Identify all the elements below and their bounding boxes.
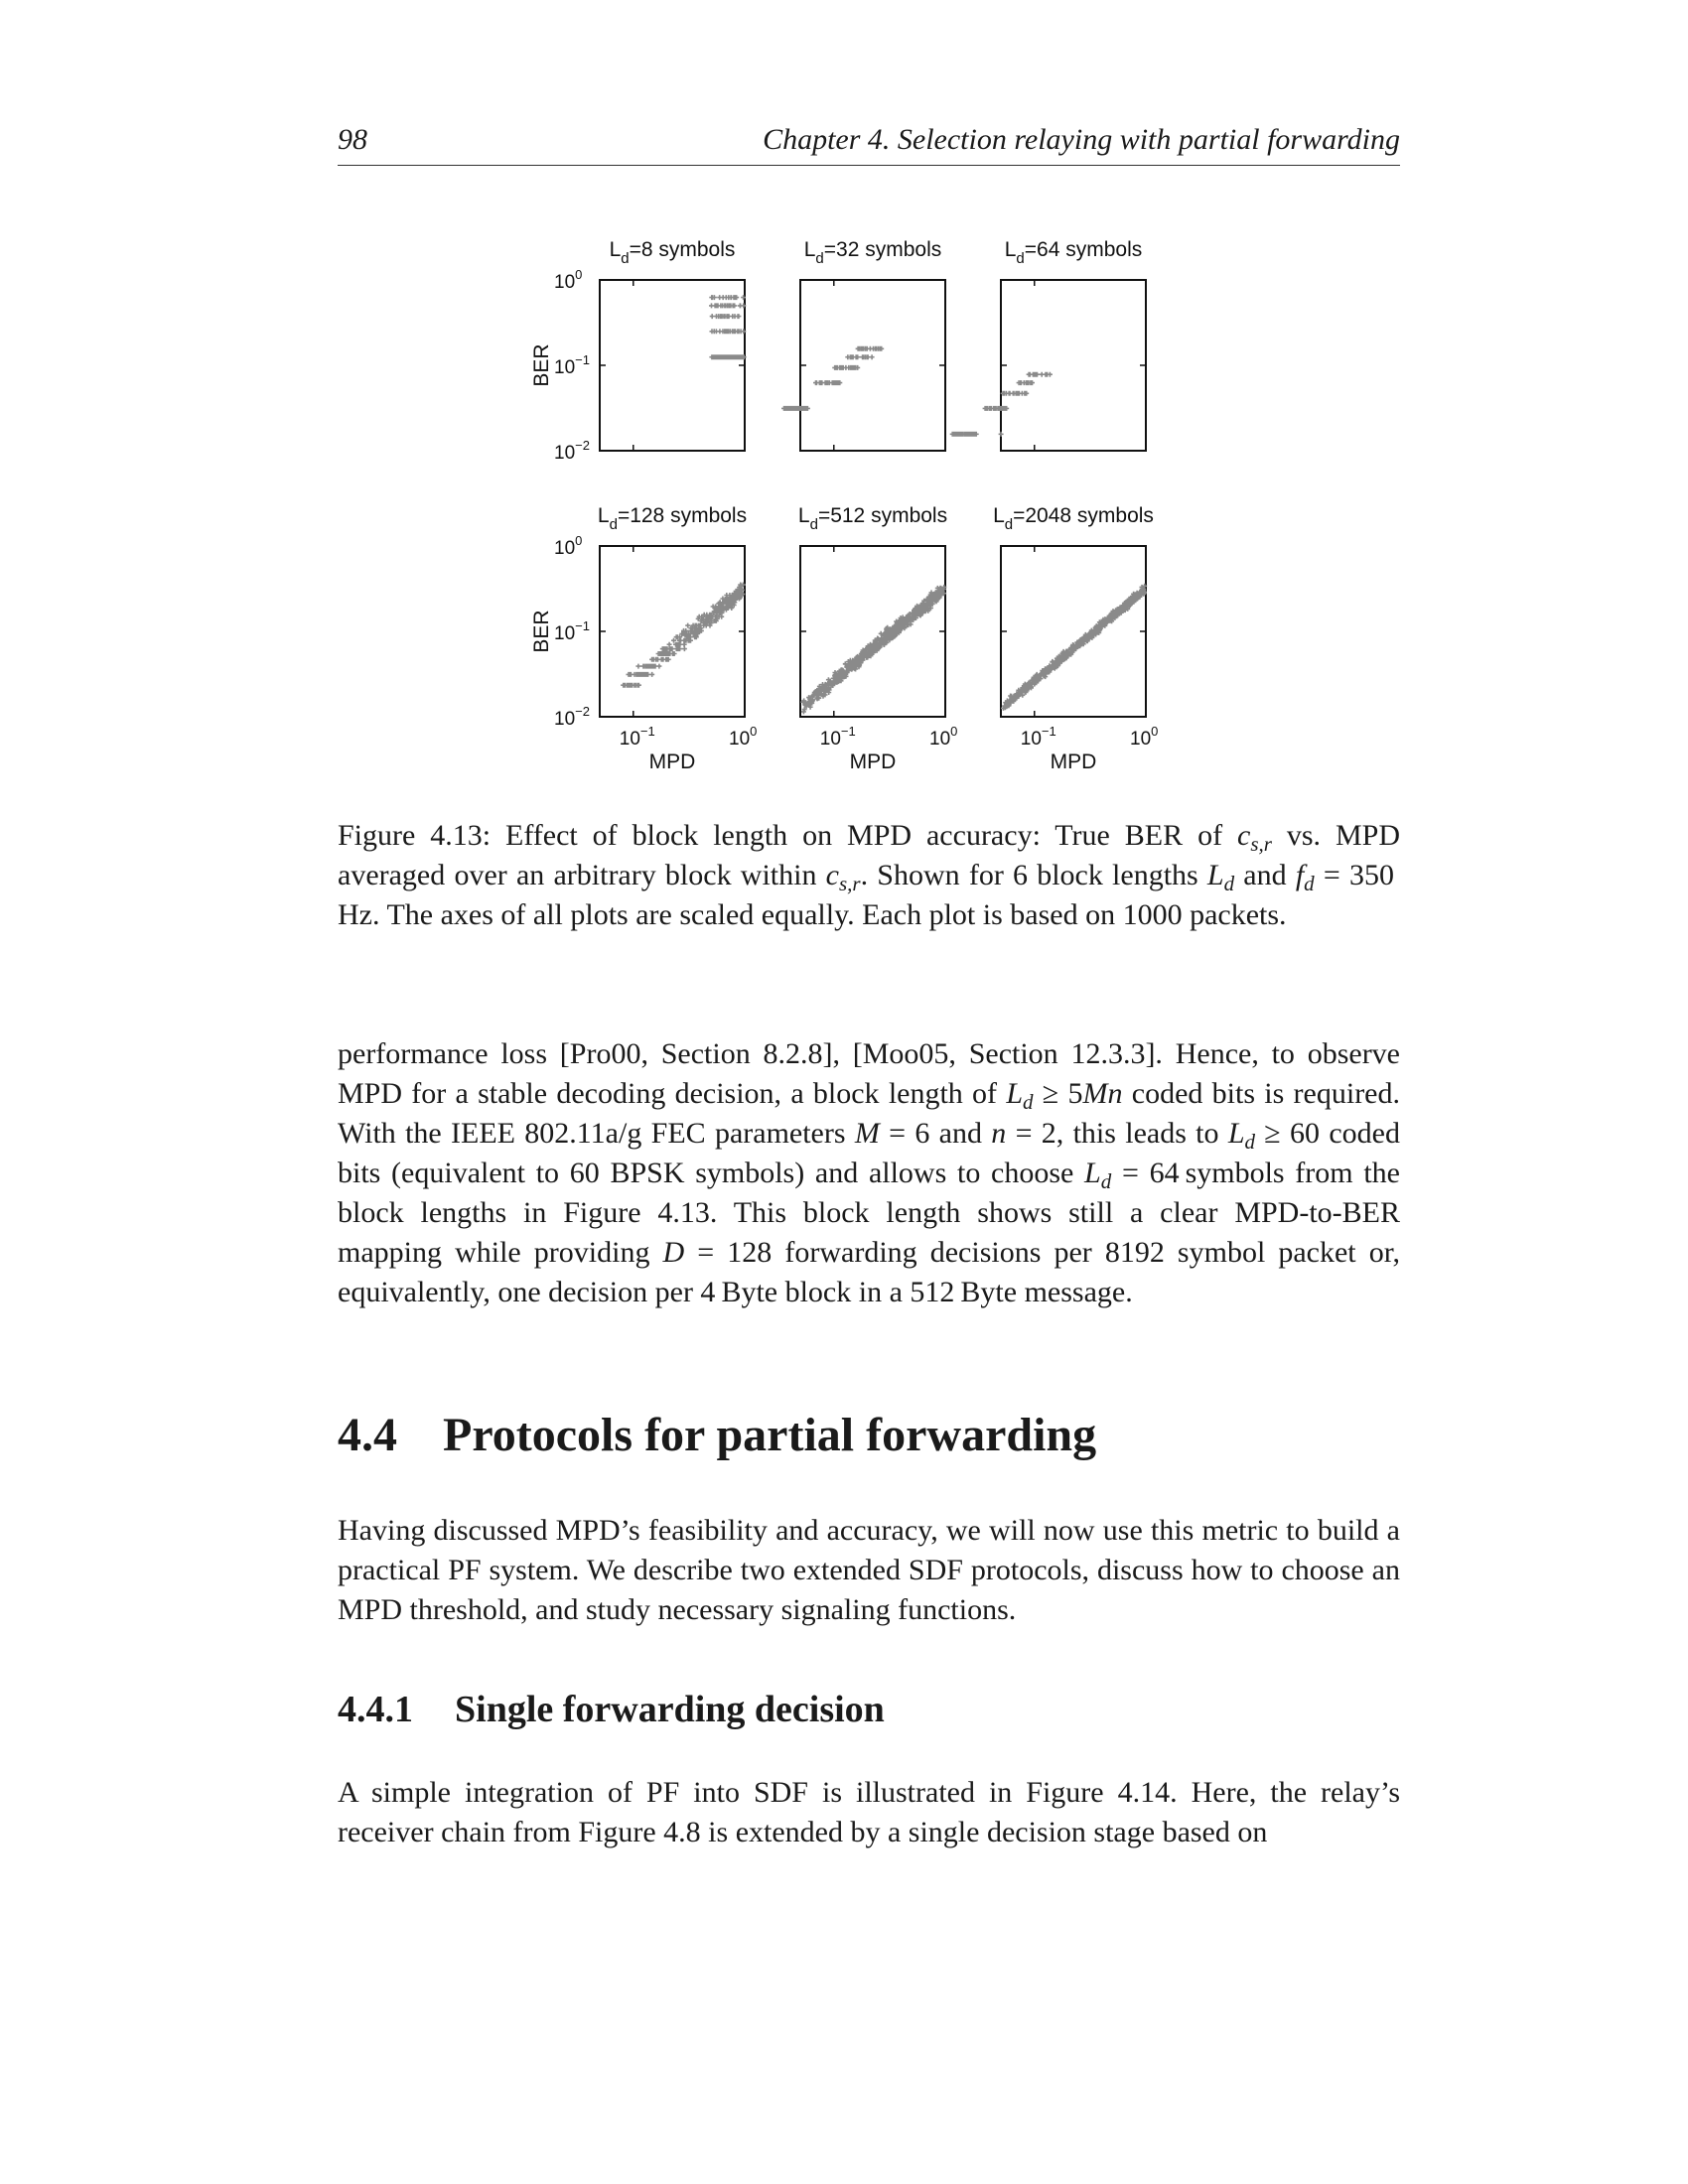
subsection-number: 4.4.1: [338, 1689, 413, 1730]
p1-text-6: ≥ 60 coded bits (equivalent to 60 BPSK symbols) and allows to choose: [338, 1117, 1400, 1189]
plot-frame: [800, 280, 945, 451]
p1-sub-d-3: d: [1100, 1169, 1112, 1193]
p1-sub-d-2: d: [1244, 1130, 1255, 1154]
section-heading-4-4: [338, 1408, 1096, 1462]
caption-text-3: . Shown for 6 block lengths: [860, 859, 1207, 891]
chart-panel-64: [950, 238, 1146, 451]
caption-text-4: and: [1234, 859, 1296, 891]
y-tick-label: $10^0$: [554, 533, 583, 559]
caption-var-f: f: [1295, 859, 1305, 891]
x-tick-label: $10^0$: [729, 724, 758, 750]
caption-text-2: vs. MPD averaged over an arbitrary block within: [338, 819, 1401, 891]
plot-frame: [1001, 280, 1146, 451]
y-tick-label: $10^{-1}$: [554, 352, 590, 378]
caption-var-c: c: [1237, 819, 1251, 852]
p1-text-3: coded bits is required. With the IEEE 802.11a/g FEC parameters: [338, 1077, 1401, 1150]
x-tick-label: $10^0$: [929, 724, 958, 750]
chart-panel-8: [530, 238, 747, 464]
caption-sub-sr: s,r: [1250, 832, 1272, 856]
chart-panel-32: [781, 238, 945, 451]
caption-sub-sr-2: s,r: [838, 872, 861, 895]
x-tick-label: $10^{-1}$: [1020, 724, 1056, 750]
panel-title: $L_d=2048$ symbols: [993, 504, 1154, 533]
caption-sub-d-2: d: [1304, 872, 1315, 895]
panel-title: $L_d=32$ symbols: [803, 238, 942, 267]
paragraph-intro: Having discussed MPD’s feasibility and accuracy, we will now use this metric to build a practical PF system. We describe two extended SDF protocols, discuss how to choose an MPD threshold, and study necessary signaling functions.: [338, 1514, 1400, 1626]
page-header: [338, 121, 1400, 166]
scatter-points: [621, 583, 746, 688]
panel-title: $L_d=64$ symbols: [1004, 238, 1143, 267]
x-tick-label: $10^0$: [1130, 724, 1159, 750]
scatter-points: [1001, 584, 1147, 711]
panel-title: $L_d=128$ symbols: [597, 504, 748, 533]
figure-caption: [338, 816, 1400, 935]
y-axis-label: BER: [530, 343, 553, 387]
running-head: Chapter 4. Selection relaying with partial forwarding: [763, 123, 1400, 156]
caption-var-c-2: c: [825, 859, 839, 891]
p1-text-8: = 128 forwarding decisions per 8192 symbol packet or, equivalently, one decision per 4 Byte block in a 512 Byte message.: [338, 1236, 1401, 1308]
p1-text-2: ≥ 5: [1033, 1077, 1083, 1110]
chart-panel-128: [530, 504, 757, 773]
scatter-points: [709, 295, 747, 359]
page-number: 98: [338, 123, 367, 156]
y-tick-label: $10^0$: [554, 267, 583, 293]
caption-sub-d: d: [1223, 872, 1235, 895]
caption-text-1: Figure 4.13: Effect of block length on MPD accuracy: True BER of: [338, 819, 1237, 852]
p1-var-n: n: [991, 1117, 1007, 1150]
x-tick-label: $10^{-1}$: [619, 724, 655, 750]
y-tick-label: $10^{-2}$: [554, 438, 590, 464]
p1-var-L-3: L: [1084, 1157, 1101, 1189]
p1-text-1: performance loss [Pro00, Section 8.2.8], [Moo05, Section 12.3.3]. Hence, to observe MPD for a stable decoding decision, a block length of: [338, 1037, 1400, 1110]
p1-var-L: L: [1006, 1077, 1024, 1110]
scatter-points: [800, 585, 946, 715]
paragraph-block-length: [338, 1034, 1400, 1312]
y-tick-label: $10^{-1}$: [554, 618, 590, 644]
x-axis-label: MPD: [648, 751, 696, 773]
p1-text-5: = 2, this leads to: [1006, 1117, 1228, 1150]
scatter-points: [781, 346, 884, 411]
figure-4-13: [496, 218, 1211, 794]
chart-panel-512: [798, 504, 957, 773]
y-tick-label: $10^{-2}$: [554, 704, 590, 730]
p1-var-L-2: L: [1227, 1117, 1245, 1150]
p1-text-4: = 6 and: [879, 1117, 992, 1150]
x-axis-label: MPD: [849, 751, 897, 773]
section-number: 4.4: [338, 1409, 397, 1461]
caption-var-L: L: [1206, 859, 1224, 891]
x-tick-label: $10^{-1}$: [819, 724, 856, 750]
p1-var-M: M: [854, 1117, 880, 1150]
subsection-title: Single forwarding decision: [455, 1689, 885, 1730]
p1-text-7: = 64 symbols from the block lengths in Figure 4.13. This block length shows still a clear MPD-to-BER mapping while providing: [338, 1157, 1400, 1269]
plot-frame: [600, 546, 745, 717]
paragraph-single-decision: A simple integration of PF into SDF is illustrated in Figure 4.14. Here, the relay’s receiver chain from Figure 4.8 is extended by a single decision stage based on: [338, 1776, 1400, 1848]
section-title: Protocols for partial forwarding: [443, 1409, 1097, 1461]
p1-var-D: D: [662, 1236, 685, 1269]
caption-text-5: = 350 Hz. The axes of all plots are scaled equally. Each plot is based on 1000 packets.: [338, 859, 1400, 931]
x-axis-label: MPD: [1050, 751, 1097, 773]
y-axis-label: BER: [530, 610, 553, 653]
panel-title: $L_d=8$ symbols: [609, 238, 736, 267]
p1-sub-d: d: [1023, 1090, 1034, 1114]
p1-var-Mn: Mn: [1082, 1077, 1123, 1110]
chart-panel-2048: [993, 504, 1158, 773]
subsection-heading-4-4-1: [338, 1688, 885, 1731]
panel-title: $L_d=512$ symbols: [797, 504, 948, 533]
